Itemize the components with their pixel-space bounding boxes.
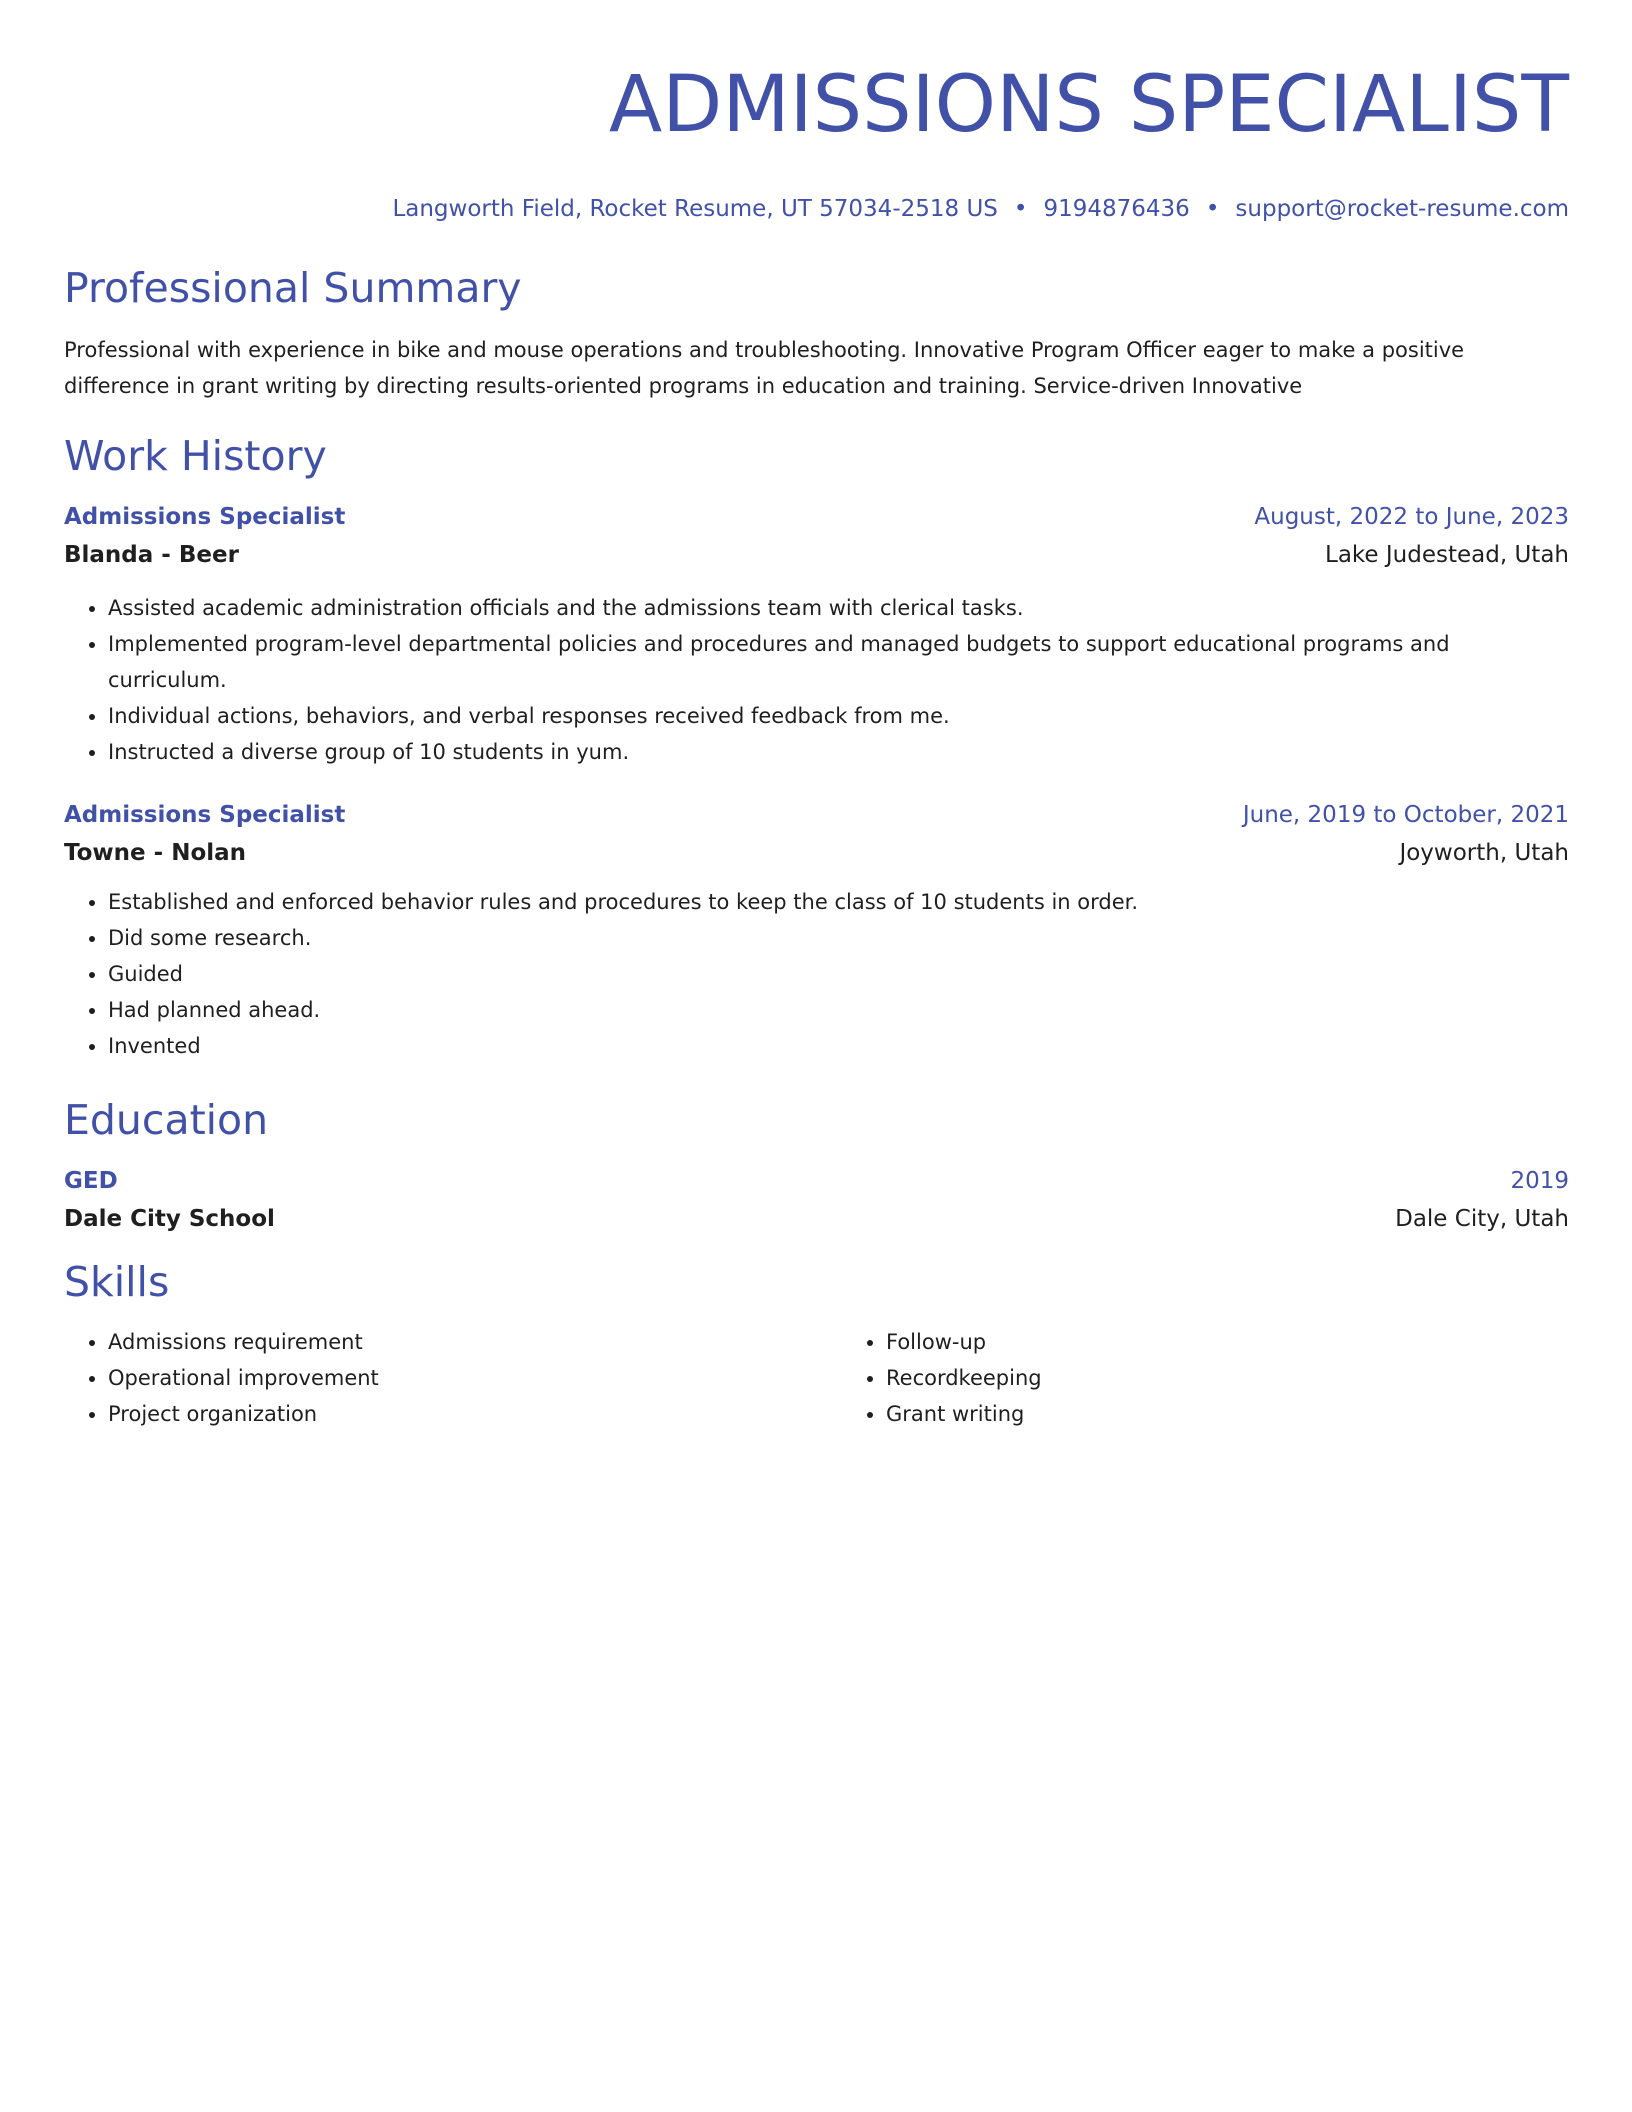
job-location: Joyworth, Utah [1399, 840, 1569, 866]
job-entry [64, 800, 1569, 1064]
job-title-row [64, 800, 1569, 830]
list-item: • Guided [108, 956, 1569, 992]
list-item: • Assisted academic administration officials and the admissions team with clerical tasks. [108, 590, 1569, 626]
list-item: • Instructed a diverse group of 10 students in yum. [108, 734, 1569, 770]
list-item: • Operational improvement [108, 1360, 842, 1396]
candidate-name: ADMISSIONS SPECIALIST [608, 60, 1569, 150]
work-history-heading: Work History [64, 432, 327, 480]
skills-column-right [842, 1324, 1042, 1432]
list-item: • Did some research. [108, 920, 1569, 956]
school-row [64, 1204, 1569, 1234]
graduation-year: 2019 [1510, 1168, 1569, 1194]
list-item: • Had planned ahead. [108, 992, 1569, 1028]
list-item: • Admissions requirement [108, 1324, 842, 1360]
list-item: • Implemented program-level departmental policies and procedures and managed budgets to support educational programs and curriculum. [108, 626, 1569, 698]
employer-row [64, 540, 1569, 570]
list-item: • Follow-up [886, 1324, 1042, 1360]
list-item: • Project organization [108, 1396, 842, 1432]
school-location: Dale City, Utah [1395, 1206, 1569, 1232]
contact-phone: 9194876436 [1043, 196, 1190, 222]
school-name: Dale City School [64, 1206, 275, 1232]
degree-row [64, 1166, 1569, 1196]
list-item: • Grant writing [886, 1396, 1042, 1432]
job-dates: August, 2022 to June, 2023 [1254, 504, 1569, 530]
summary-text: Professional with experience in bike and mouse operations and troubleshooting. Innovative Program Officer eager to make a positive difference in grant writing by directing results-oriented programs in education and training. Service-driven Innovative [64, 338, 1465, 398]
contact-address: Langworth Field, Rocket Resume, UT 57034-2518 US [392, 196, 998, 222]
education-heading: Education [64, 1096, 269, 1144]
education-entry [64, 1166, 1569, 1234]
job-title-row [64, 502, 1569, 532]
job-entry [64, 502, 1569, 770]
list-item: • Invented [108, 1028, 1569, 1064]
degree: GED [64, 1168, 118, 1194]
contact-separator: • [1013, 196, 1028, 222]
skills-column-left [64, 1324, 842, 1432]
job-bullets [64, 884, 1569, 1064]
contact-separator: • [1205, 196, 1220, 222]
contact-line [64, 194, 1569, 224]
list-item: • Established and enforced behavior rules and procedures to keep the class of 10 students in order. [108, 884, 1569, 920]
list-item: • Individual actions, behaviors, and verbal responses received feedback from me. [108, 698, 1569, 734]
skills-list [64, 1324, 1569, 1432]
job-location: Lake Judestead, Utah [1325, 542, 1569, 568]
employer-row [64, 838, 1569, 868]
job-dates: June, 2019 to October, 2021 [1242, 802, 1569, 828]
contact-email[interactable]: support@rocket-resume.com [1235, 196, 1569, 222]
employer-name: Blanda - Beer [64, 542, 239, 568]
skills-heading: Skills [64, 1258, 170, 1306]
resume-header [64, 56, 1569, 224]
job-bullets [64, 590, 1569, 770]
job-title: Admissions Specialist [64, 802, 346, 828]
summary-heading: Professional Summary [64, 264, 522, 312]
employer-name: Towne - Nolan [64, 840, 247, 866]
job-title: Admissions Specialist [64, 504, 346, 530]
list-item: • Recordkeeping [886, 1360, 1042, 1396]
